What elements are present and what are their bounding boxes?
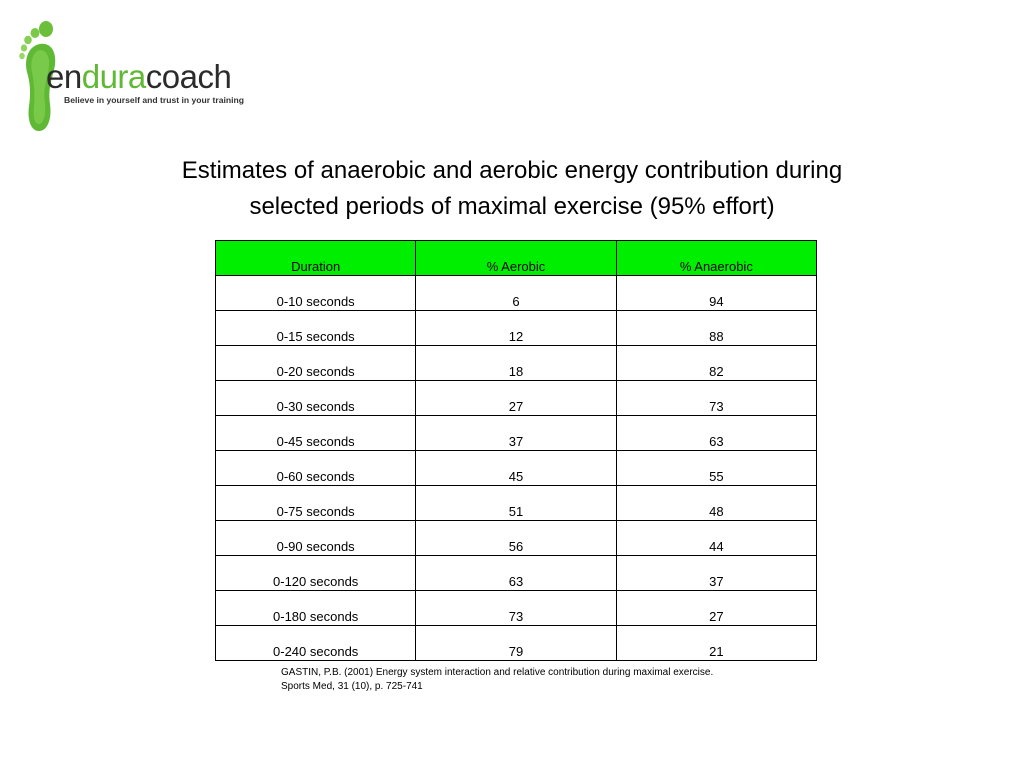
cell-anaerobic: 63: [616, 416, 816, 451]
table-row: [216, 276, 817, 311]
table-row: [216, 416, 817, 451]
page-title-line-1: Estimates of anaerobic and aerobic energy contribution during: [181, 157, 843, 184]
cell-aerobic: 56: [416, 521, 616, 556]
cell-duration: 0-10 seconds: [216, 276, 416, 311]
cell-anaerobic: 73: [616, 381, 816, 416]
cell-duration: 0-15 seconds: [216, 311, 416, 346]
cell-duration: 0-240 seconds: [216, 626, 416, 661]
cell-duration: 0-120 seconds: [216, 556, 416, 591]
table-row: [216, 591, 817, 626]
cell-duration: 0-60 seconds: [216, 451, 416, 486]
table-row: [216, 556, 817, 591]
cell-aerobic: 79: [416, 626, 616, 661]
cell-anaerobic: 27: [616, 591, 816, 626]
table-row: [216, 626, 817, 661]
table-row: [216, 311, 817, 346]
table-header-row: [216, 241, 817, 276]
column-header-aerobic: % Aerobic: [416, 241, 616, 276]
column-header-duration: Duration: [216, 241, 416, 276]
cell-duration: 0-90 seconds: [216, 521, 416, 556]
cell-duration: 0-30 seconds: [216, 381, 416, 416]
cell-aerobic: 73: [416, 591, 616, 626]
brand-logo: [16, 20, 266, 134]
cell-duration: 0-45 seconds: [216, 416, 416, 451]
page-title-line-2: selected periods of maximal exercise (95% effort): [249, 193, 775, 220]
energy-contribution-table: [215, 240, 817, 661]
cell-aerobic: 27: [416, 381, 616, 416]
page-title: [100, 153, 924, 225]
cell-anaerobic: 82: [616, 346, 816, 381]
brand-tagline: Believe in yourself and trust in your training: [64, 95, 245, 105]
citation-line-2: Sports Med, 31 (10), p. 725-741: [281, 681, 423, 692]
cell-anaerobic: 88: [616, 311, 816, 346]
cell-anaerobic: 44: [616, 521, 816, 556]
table-row: [216, 486, 817, 521]
table-row: [216, 381, 817, 416]
cell-aerobic: 37: [416, 416, 616, 451]
cell-aerobic: 6: [416, 276, 616, 311]
table-row: [216, 521, 817, 556]
column-header-anaerobic: % Anaerobic: [616, 241, 816, 276]
table-row: [216, 451, 817, 486]
cell-anaerobic: 55: [616, 451, 816, 486]
cell-duration: 0-75 seconds: [216, 486, 416, 521]
cell-anaerobic: 37: [616, 556, 816, 591]
citation: [281, 666, 713, 694]
cell-anaerobic: 21: [616, 626, 816, 661]
cell-anaerobic: 48: [616, 486, 816, 521]
cell-aerobic: 51: [416, 486, 616, 521]
cell-aerobic: 45: [416, 451, 616, 486]
cell-aerobic: 63: [416, 556, 616, 591]
brand-name: enduracoach: [46, 58, 232, 95]
table-row: [216, 346, 817, 381]
cell-aerobic: 12: [416, 311, 616, 346]
cell-anaerobic: 94: [616, 276, 816, 311]
cell-aerobic: 18: [416, 346, 616, 381]
citation-line-1: GASTIN, P.B. (2001) Energy system interaction and relative contribution during maximal exercise.: [281, 667, 714, 678]
cell-duration: 0-20 seconds: [216, 346, 416, 381]
cell-duration: 0-180 seconds: [216, 591, 416, 626]
data-table: [215, 240, 817, 661]
